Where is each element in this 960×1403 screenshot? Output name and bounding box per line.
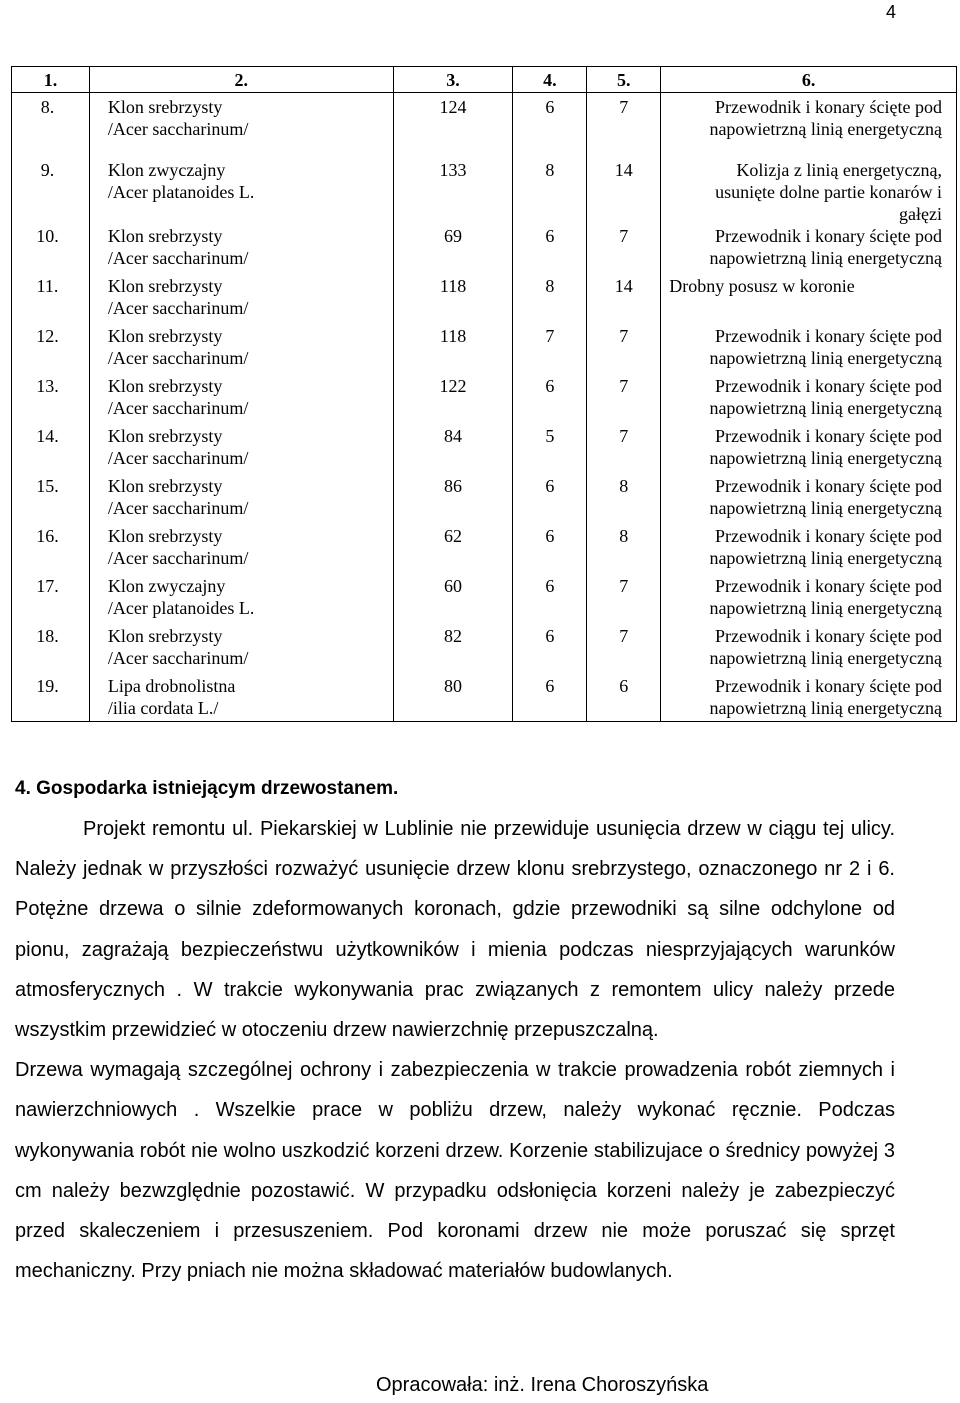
tree-inventory-table	[11, 66, 957, 722]
tree-species	[89, 475, 393, 525]
table-row	[12, 225, 957, 275]
tree-species	[89, 525, 393, 575]
cell-col-3-text: 124	[439, 97, 467, 117]
row-number-text: 10.	[36, 226, 59, 246]
row-number-text: 8.	[40, 97, 55, 117]
author-signature: Opracowała: inż. Irena Choroszyńska	[376, 1374, 709, 1396]
column-header: 4.	[513, 67, 587, 93]
tree-species	[89, 146, 393, 225]
tree-species-text: Klon zwyczajny	[107, 160, 226, 180]
row-number-text: 17.	[36, 576, 59, 596]
tree-species-text: /Acer saccharinum/	[107, 348, 249, 368]
remarks-text: napowietrzną linią energetyczną	[709, 348, 942, 368]
cell-col-4	[513, 325, 587, 375]
remarks	[661, 425, 957, 475]
row-number-text: 19.	[36, 676, 59, 696]
tree-species-text: Klon zwyczajny	[107, 576, 226, 596]
cell-col-5	[587, 93, 661, 147]
cell-col-4-text: 6	[545, 476, 555, 496]
cell-col-3	[393, 525, 513, 575]
cell-col-5-text: 7	[619, 326, 629, 346]
cell-col-5-text: 7	[619, 97, 629, 117]
cell-col-4	[513, 475, 587, 525]
row-number	[12, 575, 90, 625]
tree-species-text: Klon srebrzysty	[107, 226, 223, 246]
cell-col-3-text: 84	[444, 426, 463, 446]
tree-species-text: /Acer saccharinum/	[107, 648, 249, 668]
cell-col-5-text: 6	[619, 676, 629, 696]
row-number	[12, 225, 90, 275]
remarks-text: Przewodnik i konary ścięte pod	[715, 476, 942, 496]
tree-species	[89, 275, 393, 325]
remarks-text: napowietrzną linią energetyczną	[709, 448, 942, 468]
tree-species-text: /Acer platanoides L.	[107, 182, 255, 202]
remarks-text: Przewodnik i konary ścięte pod	[715, 676, 942, 696]
tree-species-text: /Acer saccharinum/	[107, 498, 249, 518]
row-number-text: 14.	[36, 426, 59, 446]
cell-col-5-text: 7	[619, 576, 629, 596]
remarks	[661, 225, 957, 275]
remarks-text: napowietrzną linią energetyczną	[709, 648, 942, 668]
cell-col-3-text: 122	[439, 376, 467, 396]
cell-col-5-text: 7	[619, 626, 629, 646]
tree-species-text: Klon srebrzysty	[107, 376, 223, 396]
remarks	[661, 475, 957, 525]
cell-col-5-text: 14	[614, 276, 633, 296]
section-tree-management	[15, 775, 895, 1291]
cell-col-3	[393, 475, 513, 525]
row-number-text: 16.	[36, 526, 59, 546]
remarks-text: Przewodnik i konary ścięte pod	[715, 226, 942, 246]
column-header: 2.	[89, 67, 393, 93]
row-number	[12, 325, 90, 375]
cell-col-4	[513, 575, 587, 625]
remarks-text: napowietrzną linią energetyczną	[709, 498, 942, 518]
section-title: 4. Gospodarka istniejącym drzewostanem.	[15, 778, 399, 799]
page-number: 4	[885, 2, 896, 22]
table-row	[12, 375, 957, 425]
row-number-text: 12.	[36, 326, 59, 346]
column-header: 6.	[661, 67, 957, 93]
cell-col-3	[393, 146, 513, 225]
row-number-text: 13.	[36, 376, 59, 396]
row-number	[12, 93, 90, 147]
cell-col-3	[393, 425, 513, 475]
remarks-text: usunięte dolne partie konarów i	[715, 182, 942, 202]
cell-col-3	[393, 625, 513, 675]
tree-species	[89, 575, 393, 625]
cell-col-5-text: 7	[619, 376, 629, 396]
tree-species	[89, 425, 393, 475]
cell-col-5	[587, 146, 661, 225]
cell-col-4-text: 8	[545, 160, 555, 180]
tree-species-text: Klon srebrzysty	[107, 326, 223, 346]
tree-species-text: Klon srebrzysty	[107, 626, 223, 646]
cell-col-3	[393, 275, 513, 325]
row-number	[12, 675, 90, 722]
row-number-text: 9.	[40, 160, 55, 180]
cell-col-5	[587, 325, 661, 375]
cell-col-5	[587, 375, 661, 425]
cell-col-5	[587, 225, 661, 275]
cell-col-4	[513, 225, 587, 275]
column-header: 1.	[12, 67, 90, 93]
tree-species-text: /Acer platanoides L.	[107, 598, 255, 618]
cell-col-5-text: 8	[619, 526, 629, 546]
tree-species-text: Klon srebrzysty	[107, 426, 223, 446]
remarks	[661, 93, 957, 147]
cell-col-3	[393, 225, 513, 275]
table-row	[12, 275, 957, 325]
row-number	[12, 475, 90, 525]
remarks	[661, 675, 957, 722]
paragraph-text: Projekt remontu ul. Piekarskiej w Lublinie nie przewiduje usunięcia drzew w ciągu tej ulicy. Należy jednak w przyszłości rozważyć usunięcie drzew klonu srebrzystego, oznaczonego nr 2 i 6. Potężne drzewa o silnie zdeformowanych koronach, gdzie przewodniki są silne odchylone od pionu, zagrażają bezpieczeństwu użytkowników i mienia podczas niesprzyjających warunków atmosferycznych . W trakcie wykonywania prac związanych z remontem ulicy należy przede wszystkim przewidzieć w otoczeniu drzew nawierzchnię przepuszczalną.	[15, 818, 895, 1042]
table-row	[12, 675, 957, 722]
table-row	[12, 325, 957, 375]
row-number	[12, 525, 90, 575]
cell-col-4	[513, 93, 587, 147]
cell-col-3	[393, 375, 513, 425]
cell-col-5	[587, 525, 661, 575]
remarks-text: gałęzi	[899, 204, 942, 224]
tree-species-text: Klon srebrzysty	[107, 526, 223, 546]
cell-col-4-text: 6	[545, 226, 555, 246]
paragraph-protection: Drzewa wymagają szczególnej ochrony i zabezpieczenia w trakcie prowadzenia robót ziemnych i nawierzchniowych . Wszelkie prace w pobliżu drzew, należy wykonać ręcznie. Podczas wykonywania robót nie wolno uszkodzić korzeni drzew. Korzenie stabilizujace o średnicy powyżej 3 cm należy bezwzględnie pozostawić. W przypadku odsłonięcia korzeni należy je zabezpieczyć przed skaleczeniem i przesuszeniem. Pod koronami drzew nie może poruszać się sprzęt mechaniczny. Przy pniach nie można składować materiałów budowlanych.	[15, 1059, 895, 1283]
remarks-text: Przewodnik i konary ścięte pod	[715, 376, 942, 396]
cell-col-3-text: 80	[444, 676, 463, 696]
cell-col-4	[513, 625, 587, 675]
cell-col-3-text: 62	[444, 526, 463, 546]
cell-col-4	[513, 675, 587, 722]
table-row	[12, 575, 957, 625]
tree-species-text: /Acer saccharinum/	[107, 398, 249, 418]
remarks-text: Przewodnik i konary ścięte pod	[715, 626, 942, 646]
cell-col-4	[513, 375, 587, 425]
cell-col-3	[393, 575, 513, 625]
cell-col-3	[393, 325, 513, 375]
tree-species-text: /Acer saccharinum/	[107, 548, 249, 568]
cell-col-3-text: 82	[444, 626, 463, 646]
remarks-text: napowietrzną linią energetyczną	[709, 548, 942, 568]
tree-species-text: /Acer saccharinum/	[107, 298, 249, 318]
table-row	[12, 625, 957, 675]
cell-col-4-text: 6	[545, 576, 555, 596]
remarks-text: Przewodnik i konary ścięte pod	[715, 576, 942, 596]
cell-col-4-text: 6	[545, 376, 555, 396]
cell-col-5	[587, 675, 661, 722]
cell-col-5-text: 7	[619, 426, 629, 446]
cell-col-3-text: 69	[444, 226, 463, 246]
remarks	[661, 375, 957, 425]
table-row	[12, 525, 957, 575]
remarks-text: napowietrzną linią energetyczną	[709, 398, 942, 418]
cell-col-4-text: 7	[545, 326, 555, 346]
row-number	[12, 625, 90, 675]
row-number-text: 11.	[36, 276, 59, 296]
tree-species-text: Klon srebrzysty	[107, 276, 223, 296]
cell-col-4-text: 6	[545, 97, 555, 117]
column-header: 3.	[393, 67, 513, 93]
cell-col-3	[393, 93, 513, 147]
cell-col-5-text: 8	[619, 476, 629, 496]
cell-col-4	[513, 425, 587, 475]
tree-species	[89, 675, 393, 722]
cell-col-3-text: 118	[439, 276, 467, 296]
cell-col-4-text: 6	[545, 626, 555, 646]
tree-species	[89, 93, 393, 147]
row-number-text: 18.	[36, 626, 59, 646]
row-number	[12, 425, 90, 475]
row-number-text: 15.	[36, 476, 59, 496]
cell-col-5	[587, 575, 661, 625]
remarks-text: napowietrzną linią energetyczną	[709, 598, 942, 618]
tree-species-text: Klon srebrzysty	[107, 476, 223, 496]
tree-species-text: Klon srebrzysty	[107, 97, 223, 117]
cell-col-3-text: 133	[439, 160, 467, 180]
cell-col-5-text: 14	[614, 160, 633, 180]
remarks	[661, 275, 957, 325]
row-number	[12, 375, 90, 425]
cell-col-5	[587, 475, 661, 525]
cell-col-4-text: 8	[545, 276, 555, 296]
table-header-row	[12, 67, 957, 93]
remarks-text: Przewodnik i konary ścięte pod	[715, 97, 942, 117]
tree-species-text: /ilia cordata L./	[107, 698, 219, 718]
cell-col-3-text: 60	[444, 576, 463, 596]
remarks-text: Drobny posusz w koronie	[669, 276, 855, 296]
remarks-text: napowietrzną linią energetyczną	[709, 698, 942, 718]
remarks-text: napowietrzną linią energetyczną	[709, 119, 942, 139]
cell-col-5	[587, 275, 661, 325]
remarks-text: Przewodnik i konary ścięte pod	[715, 526, 942, 546]
tree-species-text: /Acer saccharinum/	[107, 248, 249, 268]
table-row	[12, 425, 957, 475]
cell-col-3	[393, 675, 513, 722]
remarks-text: Przewodnik i konary ścięte pod	[715, 426, 942, 446]
cell-col-5	[587, 425, 661, 475]
tree-species	[89, 375, 393, 425]
tree-species-text: /Acer saccharinum/	[107, 119, 249, 139]
cell-col-4	[513, 275, 587, 325]
cell-col-4-text: 6	[545, 526, 555, 546]
table-row	[12, 146, 957, 225]
paragraph-project	[15, 809, 895, 1050]
table-row	[12, 475, 957, 525]
table-row	[12, 93, 957, 147]
cell-col-4-text: 5	[545, 426, 555, 446]
remarks	[661, 575, 957, 625]
cell-col-4	[513, 146, 587, 225]
row-number	[12, 275, 90, 325]
remarks	[661, 625, 957, 675]
remarks	[661, 325, 957, 375]
remarks	[661, 525, 957, 575]
tree-species	[89, 225, 393, 275]
cell-col-3-text: 118	[439, 326, 467, 346]
cell-col-4-text: 6	[545, 676, 555, 696]
remarks	[661, 146, 957, 225]
remarks-text: Kolizja z linią energetyczną,	[736, 160, 942, 180]
tree-species	[89, 625, 393, 675]
cell-col-4	[513, 525, 587, 575]
column-header: 5.	[587, 67, 661, 93]
remarks-text: Przewodnik i konary ścięte pod	[715, 326, 942, 346]
cell-col-5	[587, 625, 661, 675]
cell-col-3-text: 86	[444, 476, 463, 496]
row-number	[12, 146, 90, 225]
tree-species-text: /Acer saccharinum/	[107, 448, 249, 468]
tree-species	[89, 325, 393, 375]
cell-col-5-text: 7	[619, 226, 629, 246]
remarks-text: napowietrzną linią energetyczną	[709, 248, 942, 268]
tree-species-text: Lipa drobnolistna	[107, 676, 236, 696]
